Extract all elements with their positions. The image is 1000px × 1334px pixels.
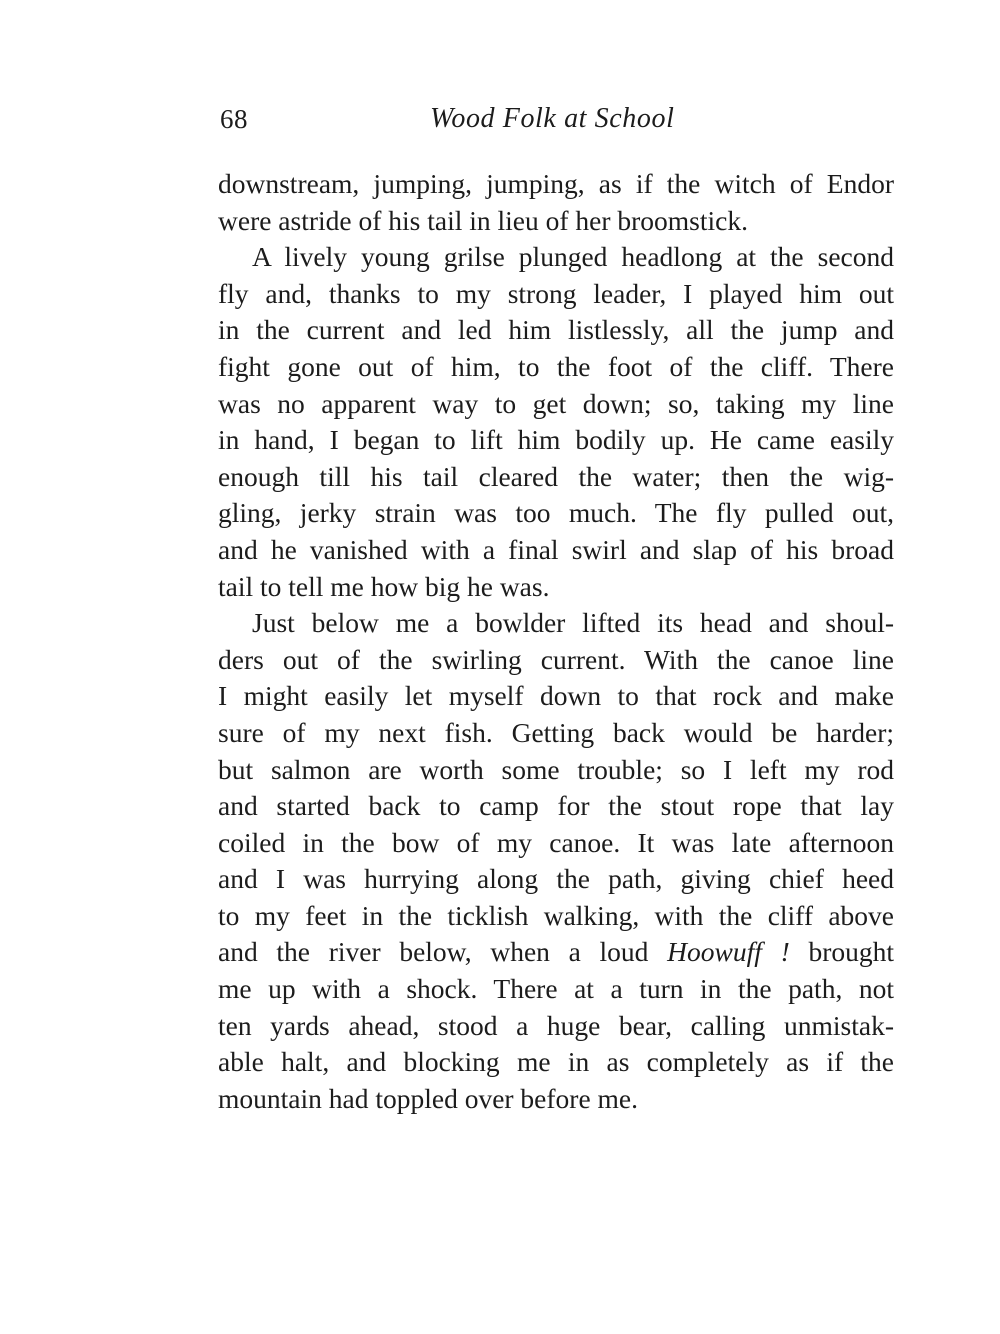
- paragraph: [218, 239, 894, 605]
- text-line: downstream, jumping, jumping, as if the witch of Endor: [218, 168, 894, 199]
- body-text: [218, 166, 894, 1117]
- text-line: enough till his tail cleared the water; then the wig-: [218, 460, 894, 492]
- text-line: tail to tell me how big he was.: [218, 570, 550, 602]
- text-line: in the current and led him listlessly, all the jump and: [218, 314, 894, 346]
- text-segment: and the river below, when a loud: [218, 936, 649, 968]
- emphasized-word: Hoowuff !: [667, 936, 790, 968]
- text-line: ders out of the swirling current. With the canoe line: [218, 643, 894, 675]
- text-line: ten yards ahead, stood a huge bear, calling unmistak-: [218, 1009, 894, 1041]
- text-line: and I was hurrying along the path, giving chief heed: [218, 863, 894, 895]
- text-line: and started back to camp for the stout rope that lay: [218, 790, 894, 822]
- text-line: and he vanished with a final swirl and slap of his broad: [218, 533, 894, 565]
- text-segment: brought: [808, 936, 895, 968]
- paragraph: [218, 605, 894, 1117]
- text-line: sure of my next fish. Getting back would be harder;: [218, 716, 894, 748]
- running-title: Wood Folk at School: [430, 103, 675, 134]
- text-line: me up with a shock. There at a turn in the path, not: [218, 973, 894, 1005]
- text-line: to my feet in the ticklish walking, with the cliff above: [218, 899, 894, 931]
- text-line: A lively young grilse plunged headlong at the second: [252, 241, 894, 273]
- text-line: I might easily let myself down to that rock and make: [218, 680, 894, 712]
- paragraph: [218, 166, 894, 239]
- text-line: but salmon are worth some trouble; so I left my rod: [218, 753, 894, 785]
- page-number: 68: [220, 104, 248, 134]
- text-line: able halt, and blocking me in as completely as if the: [218, 1046, 894, 1078]
- text-line: were astride of his tail in lieu of her broomstick.: [218, 204, 748, 236]
- text-line: coiled in the bow of my canoe. It was late afternoon: [218, 826, 894, 858]
- text-line: was no apparent way to get down; so, taking my line: [218, 387, 894, 419]
- text-line: fly and, thanks to my strong leader, I played him out: [218, 277, 894, 309]
- text-line: mountain had toppled over before me.: [218, 1082, 639, 1114]
- text-line: gling, jerky strain was too much. The fly pulled out,: [218, 497, 894, 529]
- page-header: [218, 98, 898, 140]
- text-line: in hand, I began to lift him bodily up. He came easily: [218, 424, 894, 456]
- text-line: fight gone out of him, to the foot of the cliff. There: [218, 350, 894, 382]
- text-line-with-emphasis: [218, 934, 894, 971]
- text-line: Just below me a bowlder lifted its head and shoul-: [252, 607, 894, 639]
